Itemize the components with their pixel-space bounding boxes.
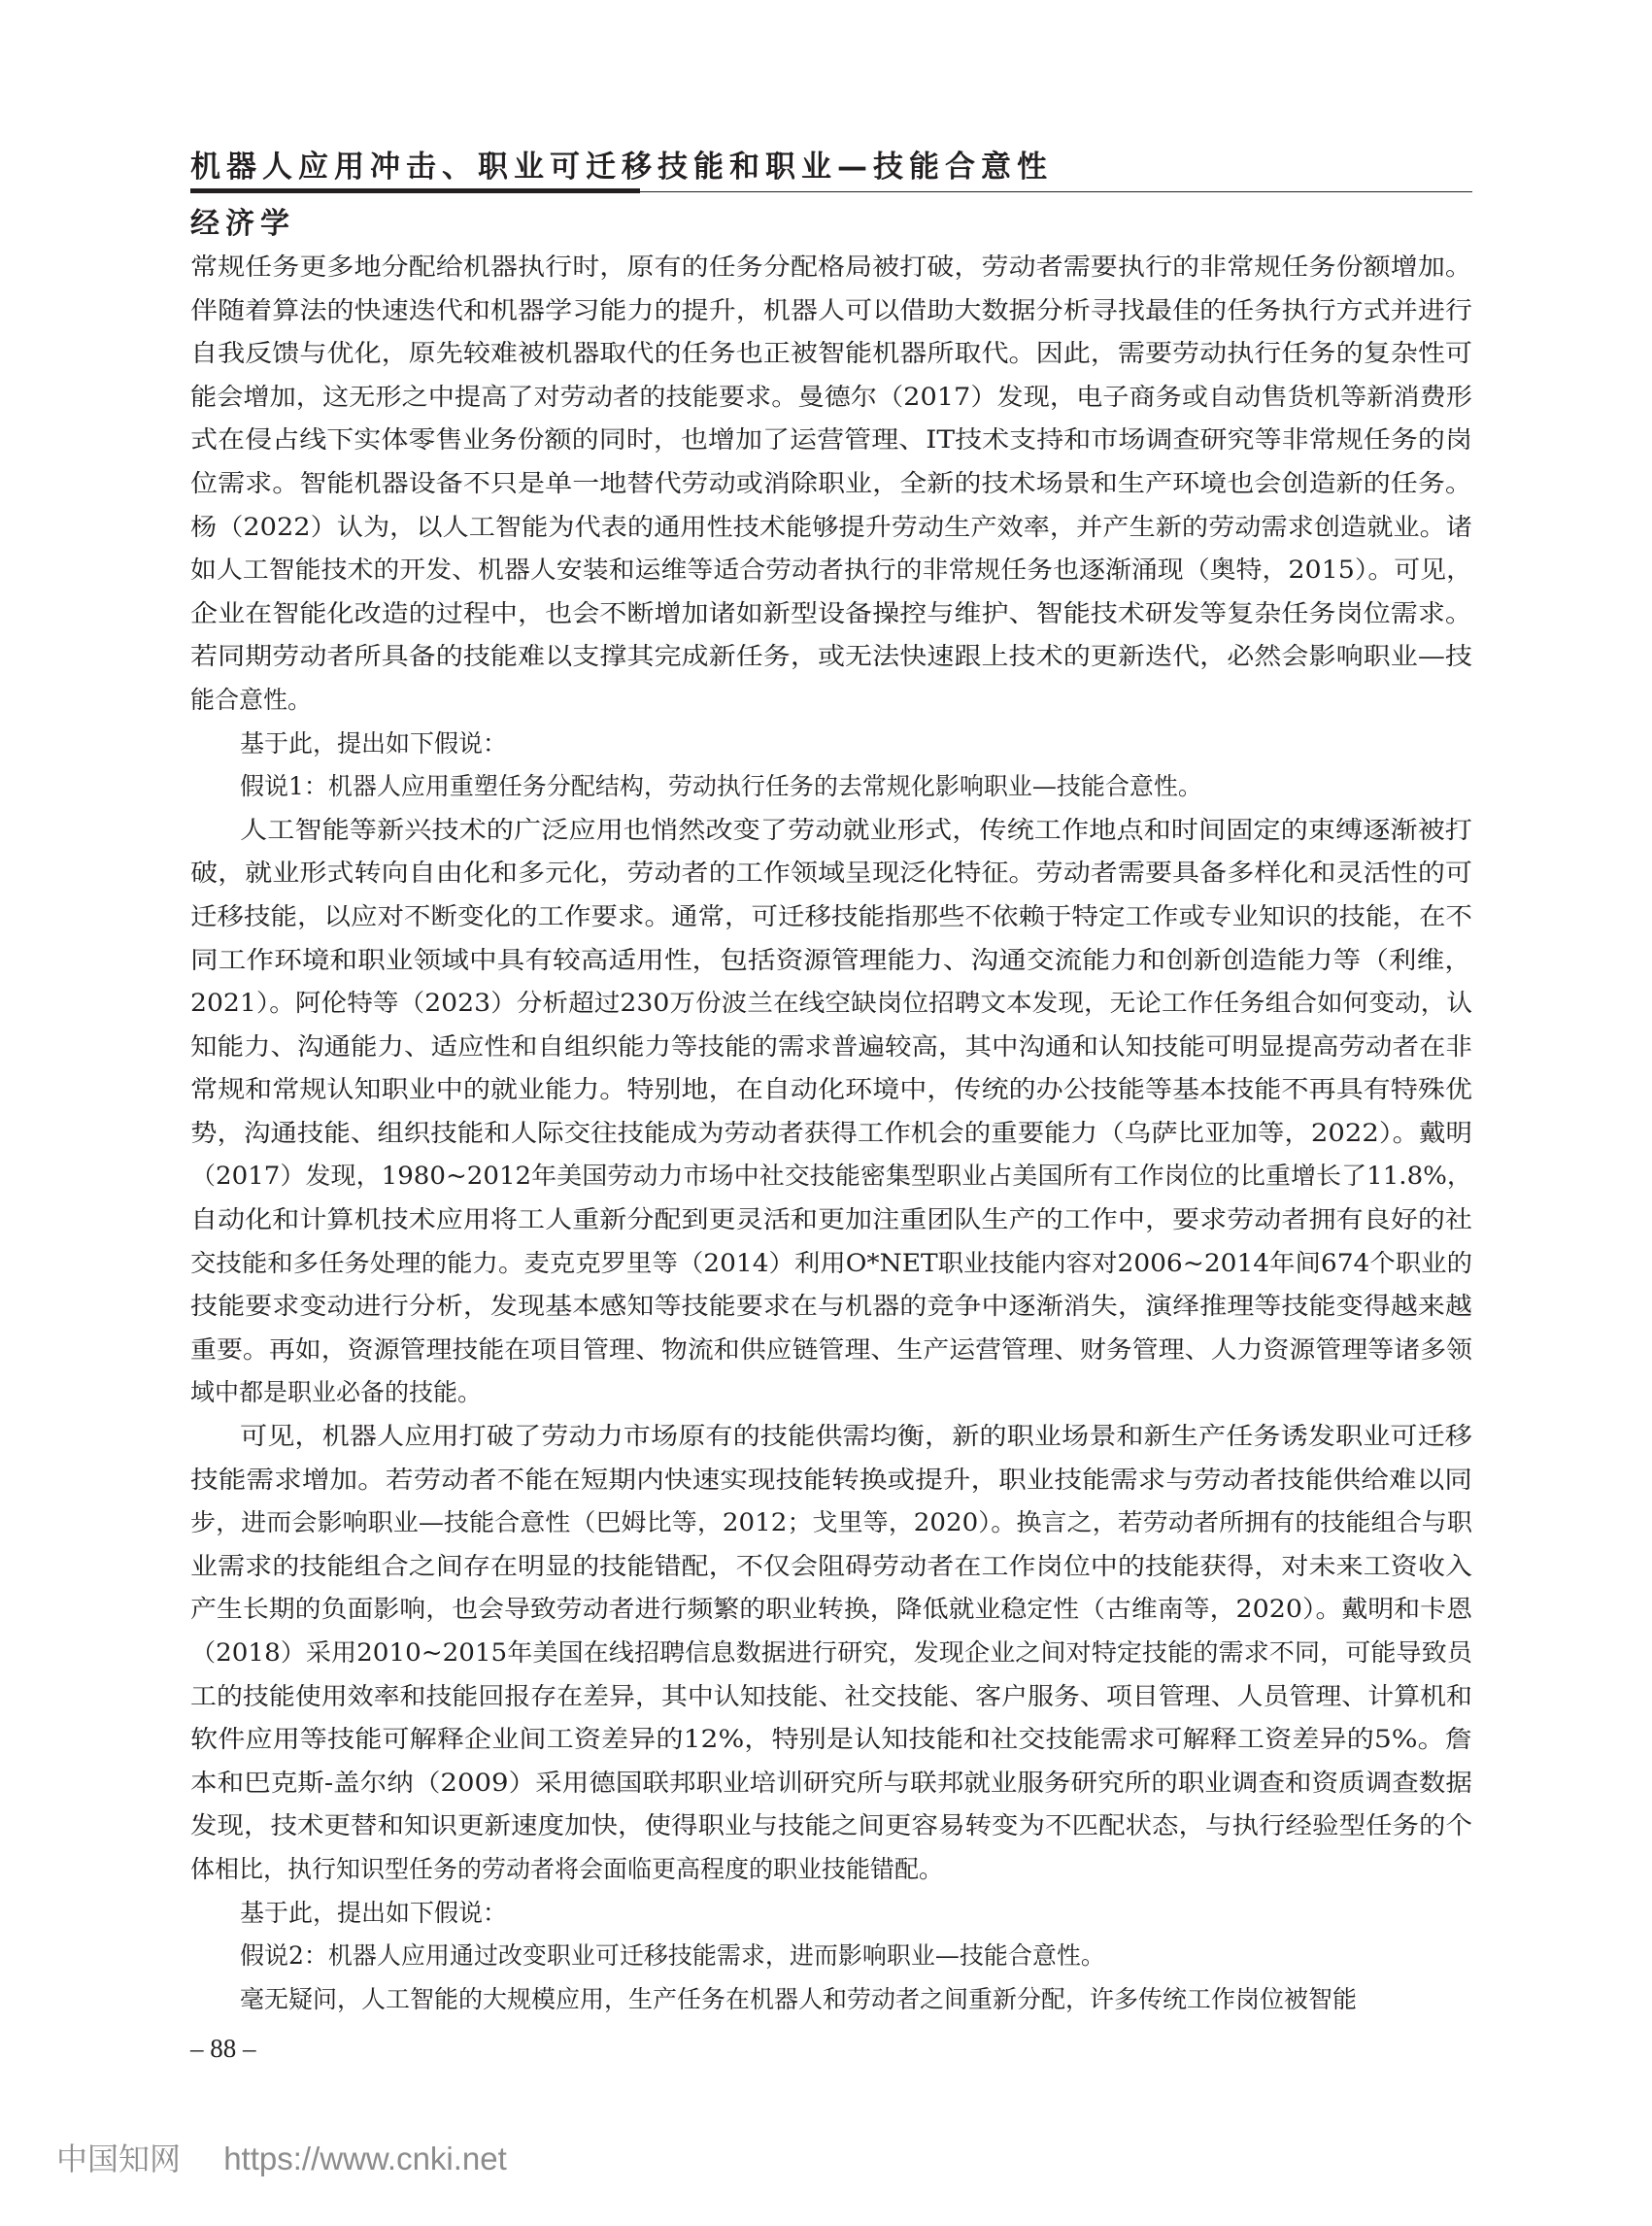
text-line (190, 1675, 1472, 1719)
text-line (190, 462, 1472, 506)
text-line-content: 发现，技术更替和知识更新速度加快，使得职业与技能之间更容易转变为不匹配状态，与执行经验型任务的个 (190, 1811, 1472, 1840)
text-line-content: 迁移技能，以应对不断变化的工作要求。通常，可迁移技能指那些不依赖于特定工作或专业知识的技能，在不 (190, 901, 1472, 930)
text-line (190, 592, 1472, 636)
text-line (190, 635, 1472, 679)
text-line (190, 809, 1472, 853)
text-line-content: 技能需求增加。若劳动者不能在短期内快速实现技能转换或提升，职业技能需求与劳动者技能供给难以同 (190, 1465, 1472, 1494)
text-line (190, 1242, 1472, 1286)
text-line (190, 765, 1472, 809)
text-line-content: 基于此，提出如下假说： (240, 728, 508, 758)
text-line (190, 1329, 1472, 1372)
text-line (190, 1848, 1472, 1892)
cnki-watermark (56, 2135, 507, 2179)
text-line-content: 式在侵占线下实体零售业务份额的同时，也增加了运营管理、IT技术支持和市场调查研究等非常规任务的岗 (190, 425, 1472, 455)
text-line-content: 2021）。阿伦特等（2023）分析超过230万份波兰在线空缺岗位招聘文本发现，无论工作任务组合如何变动，认 (190, 989, 1472, 1018)
text-line (190, 723, 1472, 766)
text-line-content: 同工作环境和职业领域中具有较高适用性，包括资源管理能力、沟通交流能力和创新创造能力等（利维， (190, 945, 1472, 974)
text-line (190, 1415, 1472, 1459)
running-header (190, 142, 1472, 241)
text-line (190, 1026, 1472, 1069)
text-line (190, 419, 1472, 462)
text-line-content: 常规和常规认知职业中的就业能力。特别地，在自动化环境中，传统的办公技能等基本技能不再具有特殊优 (190, 1075, 1472, 1104)
text-line-content: 自我反馈与优化，原先较难被机器取代的任务也正被智能机器所取代。因此，需要劳动执行任务的复杂性可 (190, 339, 1472, 368)
text-line (190, 1285, 1472, 1329)
text-line (190, 1371, 1472, 1415)
text-line (190, 1112, 1472, 1156)
text-line-content: 产生长期的负面影响，也会导致劳动者进行频繁的职业转换，降低就业稳定性（古维南等，2020）。戴明和卡恩 (190, 1595, 1472, 1624)
text-line (190, 1588, 1472, 1632)
text-line (190, 1459, 1472, 1502)
text-line (190, 1198, 1472, 1242)
text-line (190, 1068, 1472, 1112)
text-line (190, 679, 1472, 723)
text-line-content: 业需求的技能组合之间存在明显的技能错配，不仅会阻碍劳动者在工作岗位中的技能获得，对未来工资收入 (190, 1551, 1472, 1580)
text-line (190, 376, 1472, 420)
text-line (190, 1762, 1472, 1805)
text-line-content: 交技能和多任务处理的能力。麦克克罗里等（2014）利用O*NET职业技能内容对2006~2014年间674个职业的 (190, 1248, 1472, 1277)
text-line (190, 1718, 1472, 1762)
text-line-content: 假说2：机器人应用通过改变职业可迁移技能需求，进而影响职业—技能合意性。 (240, 1941, 1105, 1971)
text-line (190, 506, 1472, 550)
watermark-url: https://www.cnki.net (223, 2141, 507, 2176)
text-line-content: 步，进而会影响职业—技能合意性（巴姆比等，2012；戈里等，2020）。换言之，若劳动者所拥有的技能组合与职 (190, 1508, 1472, 1537)
text-line-content: 假说1：机器人应用重塑任务分配结构，劳动执行任务的去常规化影响职业—技能合意性。 (240, 772, 1202, 801)
text-line-content: 常规任务更多地分配给机器执行时，原有的任务分配格局被打破，劳动者需要执行的非常规任务份额增加。 (190, 253, 1472, 281)
text-line-content: 毫无疑问，人工智能的大规模应用，生产任务在机器人和劳动者之间重新分配，许多传统工作岗位被智能 (240, 1984, 1358, 2013)
text-line-content: 域中都是职业必备的技能。 (190, 1378, 483, 1407)
text-line-content: 本和巴克斯-盖尔纳（2009）采用德国联邦职业培训研究所与联邦就业服务研究所的职业调查和资质调查数据 (190, 1768, 1473, 1797)
text-line-content: 知能力、沟通能力、适应性和自组织能力等技能的需求普遍较高，其中沟通和认知技能可明显提高劳动者在非 (190, 1031, 1472, 1061)
page-number: – 88 – (190, 2034, 256, 2063)
text-line (190, 1545, 1472, 1589)
text-line-content: 自动化和计算机技术应用将工人重新分配到更灵活和更加注重团队生产的工作中，要求劳动者拥有良好的社 (190, 1205, 1472, 1234)
text-line (190, 1804, 1472, 1848)
journal-name: 经济学 (190, 207, 295, 241)
text-line-content: （2018）采用2010~2015年美国在线招聘信息数据进行研究，发现企业之间对特定技能的需求不同，可能导致员 (190, 1638, 1472, 1667)
text-line (190, 246, 1472, 289)
text-line-content: 工的技能使用效率和技能回报存在差异，其中认知技能、社交技能、客户服务、项目管理、人员管理、计算机和 (190, 1681, 1472, 1710)
text-line-content: 基于此，提出如下假说： (240, 1898, 508, 1927)
text-line-content: 能会增加，这无形之中提高了对劳动者的技能要求。曼德尔（2017）发现，电子商务或自动售货机等新消费形 (190, 382, 1472, 411)
header-rule-thick (190, 188, 640, 193)
text-line-content: 可见，机器人应用打破了劳动力市场原有的技能供需均衡，新的职业场景和新生产任务诱发职业可迁移 (240, 1422, 1472, 1451)
running-header-title: 机器人应用冲击、职业可迁移技能和职业—技能合意性 (190, 150, 1053, 185)
header-rule-thin (640, 191, 1472, 192)
text-line-content: 伴随着算法的快速迭代和机器学习能力的提升，机器人可以借助大数据分析寻找最佳的任务执行方式并进行 (190, 295, 1472, 324)
text-line (190, 549, 1472, 592)
text-line-content: 体相比，执行知识型任务的劳动者将会面临更高程度的职业技能错配。 (190, 1854, 944, 1883)
text-line (190, 1892, 1472, 1936)
text-line (190, 852, 1472, 895)
text-line (190, 289, 1472, 333)
text-line-content: 如人工智能技术的开发、机器人安装和运维等适合劳动者执行的非常规任务也逐渐涌现（奥特，2015）。可见， (190, 556, 1472, 585)
text-line-content: 人工智能等新兴技术的广泛应用也悄然改变了劳动就业形式，传统工作地点和时间固定的束缚逐渐被打 (240, 815, 1472, 844)
text-line (190, 1978, 1472, 2022)
text-line (190, 1501, 1472, 1545)
text-line (190, 1155, 1472, 1198)
text-line-content: 杨（2022）认为，以人工智能为代表的通用性技术能够提升劳动生产效率，并产生新的劳动需求创造就业。诸 (190, 512, 1472, 541)
text-line-content: 能合意性。 (190, 685, 313, 714)
text-line-content: 若同期劳动者所具备的技能难以支撑其完成新任务，或无法快速跟上技术的更新迭代，必然会影响职业—技 (190, 642, 1472, 671)
text-line-content: 企业在智能化改造的过程中，也会不断增加诸如新型设备操控与维护、智能技术研发等复杂任务岗位需求。 (190, 598, 1472, 627)
article-body (190, 246, 1472, 2021)
text-line (190, 332, 1472, 376)
text-line (190, 982, 1472, 1026)
text-line-content: 技能要求变动进行分析，发现基本感知等技能要求在与机器的竞争中逐渐消失，演绎推理等技能变得越来越 (190, 1292, 1472, 1321)
text-line-content: 位需求。智能机器设备不只是单一地替代劳动或消除职业，全新的技术场景和生产环境也会创造新的任务。 (190, 468, 1472, 497)
text-line (190, 1632, 1472, 1675)
text-line-content: （2017）发现，1980~2012年美国劳动力市场中社交技能密集型职业占美国所有工作岗位的比重增长了11.8%， (190, 1162, 1472, 1191)
text-line-content: 势，沟通技能、组织技能和人际交往技能成为劳动者获得工作机会的重要能力（乌萨比亚加等，2022）。戴明 (190, 1118, 1472, 1147)
text-line-content: 重要。再如，资源管理技能在项目管理、物流和供应链管理、生产运营管理、财务管理、人力资源管理等诸多领 (190, 1334, 1472, 1364)
text-line (190, 1935, 1472, 1978)
text-line-content: 软件应用等技能可解释企业间工资差异的12%，特别是认知技能和社交技能需求可解释工资差异的5%。詹 (190, 1725, 1472, 1754)
text-line (190, 895, 1472, 939)
text-line (190, 939, 1472, 983)
watermark-brand: 中国知网 (56, 2141, 182, 2177)
text-line-content: 破，就业形式转向自由化和多元化，劳动者的工作领域呈现泛化特征。劳动者需要具备多样化和灵活性的可 (190, 859, 1472, 888)
